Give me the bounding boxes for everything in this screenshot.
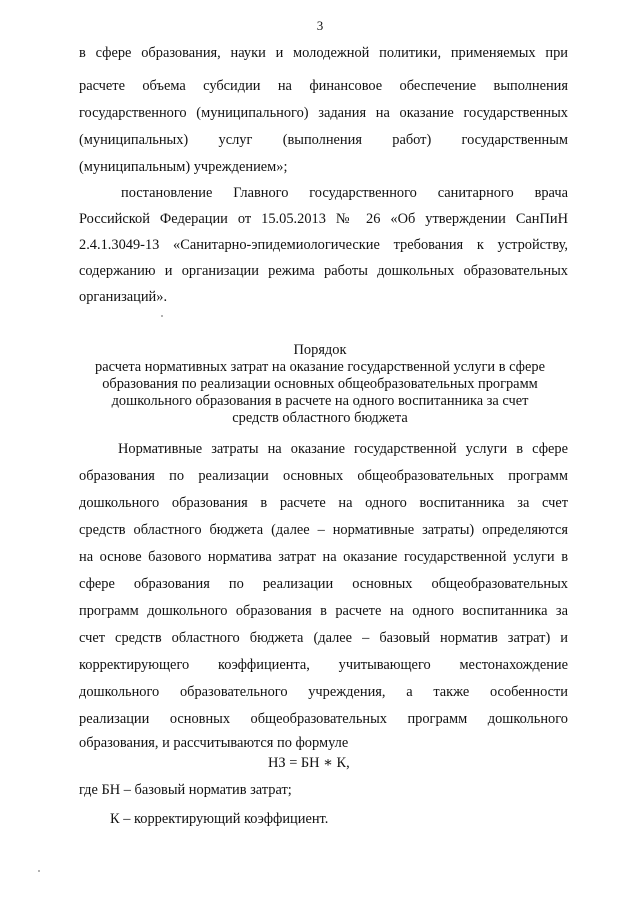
intro-line: в сфере образования, науки и молодежной политики, применяемых при bbox=[79, 45, 568, 61]
heading-line: средств областного бюджета bbox=[232, 410, 408, 426]
page-number: 3 bbox=[316, 18, 324, 33]
section-heading bbox=[60, 342, 580, 427]
body-line: образования, и рассчитываются по формуле bbox=[79, 735, 349, 751]
intro-line: (муниципальных) услуг (выполнения работ) государственным bbox=[79, 132, 568, 148]
intro-paragraph-line: Российской Федерации от 15.05.2013 № 26 «Об утверждении СанПиН bbox=[79, 211, 568, 227]
formula: НЗ = БН ∗ К, bbox=[268, 755, 350, 771]
heading-line: дошкольного образования в расчете на одного воспитанника за счет bbox=[111, 393, 529, 409]
body-line: реализации основных общеобразовательных программ дошкольного bbox=[79, 711, 568, 727]
intro-paragraph-line: организаций». bbox=[79, 289, 168, 305]
heading-line: расчета нормативных затрат на оказание государственной услуги в сфере bbox=[95, 359, 545, 375]
body-line: дошкольного образовательного учреждения, а также особенности bbox=[79, 684, 568, 700]
body-line: счет средств областного бюджета (далее – базовый норматив затрат) и bbox=[79, 630, 568, 646]
intro-line: расчете объема субсидии на финансовое обеспечение выполнения bbox=[79, 78, 568, 94]
body-line: средств областного бюджета (далее – нормативные затраты) определяются bbox=[79, 522, 568, 538]
definition-line: К – корректирующий коэффициент. bbox=[110, 811, 329, 827]
scan-speck bbox=[161, 315, 163, 317]
definition-line: где БН – базовый норматив затрат; bbox=[79, 782, 292, 798]
intro-paragraph-line: 2.4.1.3049-13 «Санитарно-эпидемиологические требования к устройству, bbox=[79, 237, 568, 253]
body-line: образования по реализации основных общеобразовательных программ bbox=[79, 468, 568, 484]
intro-paragraph-line: содержанию и организации режима работы дошкольных образовательных bbox=[79, 263, 568, 279]
heading-line: образования по реализации основных общеобразовательных программ bbox=[102, 376, 538, 392]
body-line: программ дошкольного образования в расчете на одного воспитанника за bbox=[79, 603, 568, 619]
body-line: Нормативные затраты на оказание государственной услуги в сфере bbox=[118, 441, 568, 457]
body-line: дошкольного образования в расчете на одного воспитанника за счет bbox=[79, 495, 568, 511]
scan-speck bbox=[38, 870, 40, 872]
intro-line: (муниципальным) учреждением»; bbox=[79, 159, 288, 175]
intro-paragraph-line: постановление Главного государственного санитарного врача bbox=[121, 185, 568, 201]
body-line: сфере образования по реализации основных общеобразовательных bbox=[79, 576, 568, 592]
intro-line: государственного (муниципального) задания на оказание государственных bbox=[79, 105, 568, 121]
heading-title: Порядок bbox=[293, 342, 347, 358]
body-line: корректирующего коэффициента, учитывающего местонахождение bbox=[79, 657, 568, 673]
body-line: на основе базового норматива затрат на оказание государственной услуги в bbox=[79, 549, 568, 565]
